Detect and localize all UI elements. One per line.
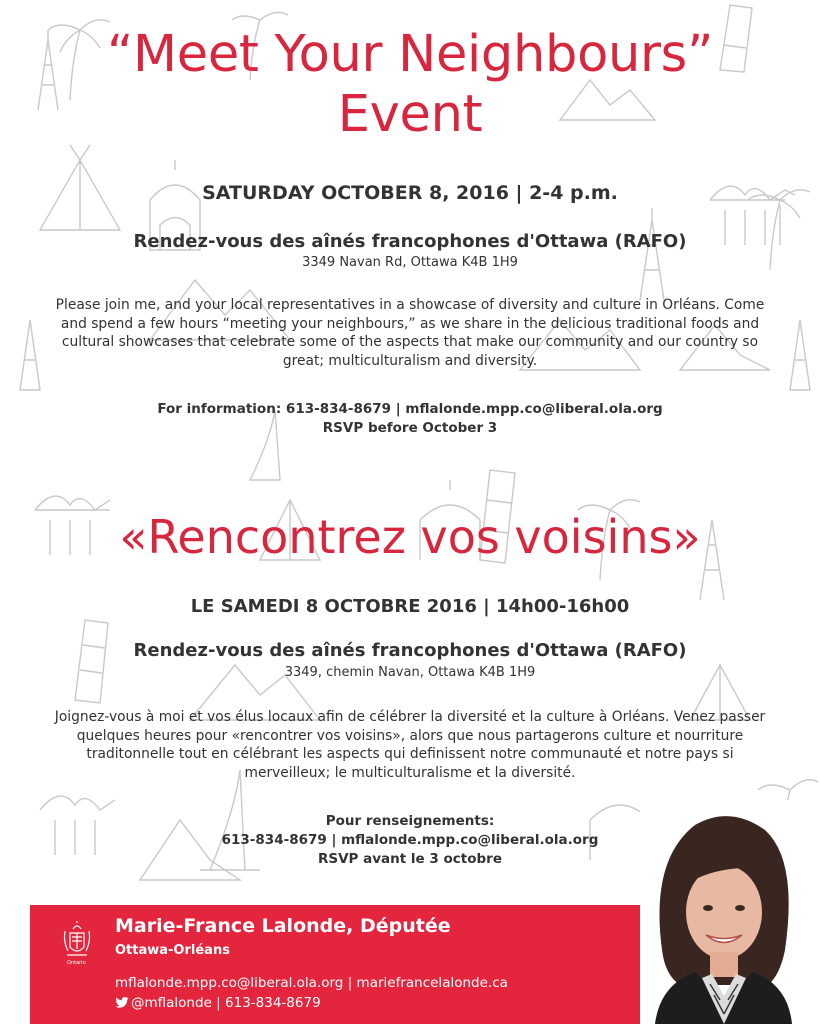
separator: |	[216, 995, 221, 1011]
event-title-line1: “Meet Your Neighbours”	[106, 25, 714, 84]
twitter-handle[interactable]: @mflalonde	[131, 995, 212, 1011]
twitter-icon	[115, 997, 129, 1008]
riding-name: Ottawa-Orléans	[115, 943, 230, 958]
venue-address-en: 3349 Navan Rd, Ottawa K4B 1H9	[302, 255, 518, 270]
email-link[interactable]: mflalonde.mpp.co@liberal.ola.org	[115, 975, 344, 991]
contact-info-en	[0, 400, 820, 438]
event-title-fr: «Rencontrez vos voisins»	[119, 510, 701, 564]
event-title-line2: Event	[337, 85, 483, 144]
social-contact-line	[115, 995, 321, 1011]
info-label-fr: Pour renseignements:	[325, 813, 495, 829]
web-contact-line	[115, 975, 508, 991]
venue-name-fr: Rendez-vous des aînés francophones d'Ottawa (RAFO)	[133, 640, 687, 661]
info-line-en: For information: 613-834-8679 | mflalonde.mpp.co@liberal.ola.org	[157, 401, 663, 417]
venue-address-fr: 3349, chemin Navan, Ottawa K4B 1H9	[284, 665, 536, 680]
crest-caption: Ontario	[67, 960, 86, 966]
info-line-fr: 613-834-8679 | mflalonde.mpp.co@liberal.ola.org	[221, 832, 599, 848]
ontario-crest-icon	[62, 919, 92, 961]
portrait-photo	[640, 800, 803, 1024]
website-link[interactable]: mariefrancelalonde.ca	[356, 975, 508, 991]
mpp-name: Marie-France Lalonde, Députée	[115, 915, 451, 937]
event-date-fr: LE SAMEDI 8 OCTOBRE 2016 | 14h00-16h00	[190, 596, 630, 617]
description-en: Please join me, and your local representatives in a showcase of diversity and culture in Orléans. Come and spend a few hours “meeting your neighbours,” as we share in the delicious traditional foods and cultural showcases that celebrate some of the aspects that make our community and our country so great; multiculturalism and diversity.	[55, 297, 765, 369]
rsvp-line-en: RSVP before October 3	[322, 420, 498, 436]
event-date-en: SATURDAY OCTOBER 8, 2016 | 2-4 p.m.	[202, 182, 618, 204]
separator: |	[347, 975, 353, 991]
description-fr: Joignez-vous à moi et vos élus locaux afin de célébrer la diversité et la culture à Orléans. Venez passer quelques heures pour «rencontrer vos voisins», alors que nous partagerons culture et nourriture traditonnelle tout en célébrant les aspects qui definissent notre communauté et notre pays si merveilleux; le multiculturalisme et la diversité.	[54, 709, 766, 781]
rsvp-line-fr: RSVP avant le 3 octobre	[317, 851, 502, 867]
venue-name-en: Rendez-vous des aînés francophones d'Ottawa (RAFO)	[133, 231, 687, 252]
event-title-en	[0, 25, 820, 145]
phone-number: 613-834-8679	[225, 995, 321, 1011]
